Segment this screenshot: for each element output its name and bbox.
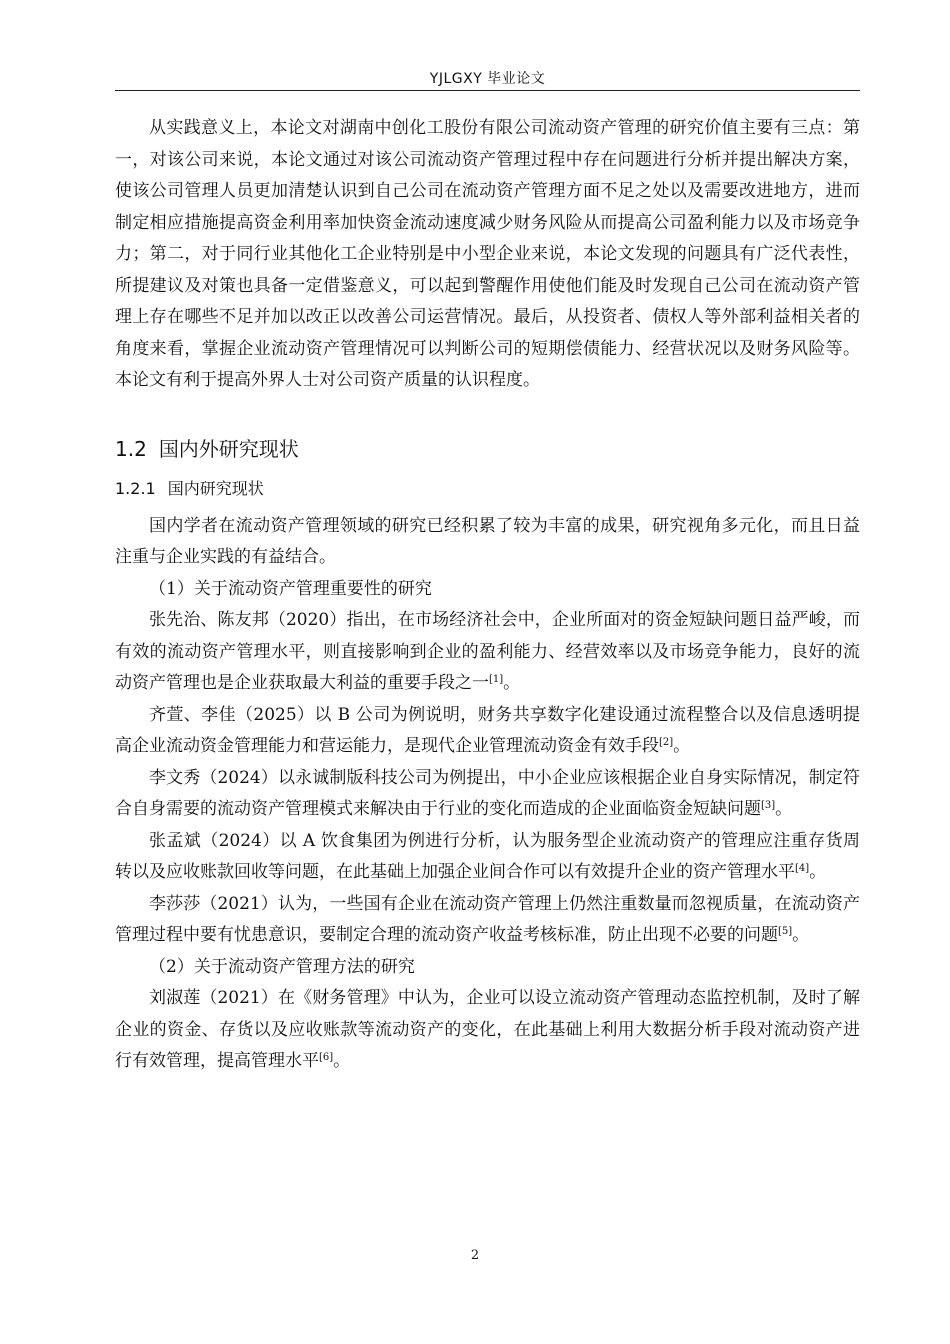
paragraph-ref-6	[115, 983, 860, 1078]
section-title: 国内外研究现状	[158, 436, 299, 461]
ref-end: 。	[775, 799, 793, 819]
topic-heading-methods: （2）关于流动资产管理方法的研究	[149, 956, 415, 977]
ref-text: 张孟斌（2024）以 A 饮食集团为例进行分析，认为服务型企业流动资产的管理应注重存货周转以及应收账款回收等问题，在此基础上加强企业间合作可以有效提升企业的资产管理水平	[115, 830, 860, 882]
citation-marker: [4]	[795, 863, 810, 874]
ref-text: 李文秀（2024）以永诚制版科技公司为例提出，中小企业应该根据企业自身实际情况，制定符合自身需要的流动资产管理模式来解决由于行业的变化而造成的企业面临资金短缺问题	[115, 767, 860, 819]
subsection-number: 1.2.1	[115, 478, 156, 498]
ref-end: 。	[792, 925, 810, 945]
paragraph-ref-3	[115, 763, 860, 826]
paragraph-ref-4	[115, 826, 860, 889]
ref-end: 。	[673, 736, 691, 756]
ref-end: 。	[809, 862, 827, 882]
paragraph-ref-2	[115, 700, 860, 763]
section-heading	[115, 433, 860, 465]
paragraph-overview: 国内学者在流动资产管理领域的研究已经积累了较为丰富的成果，研究视角多元化，而且日益注重与企业实践的有益结合。	[115, 515, 860, 567]
page-body	[115, 113, 860, 1078]
citation-marker: [3]	[761, 800, 776, 811]
ref-text: 张先治、陈友邦（2020）指出，在市场经济社会中，企业所面对的资金短缺问题日益严峻，而有效的流动资产管理水平，则直接影响到企业的盈利能力、经营效率以及市场竞争能力，良好的流动资产管理也是企业获取最大利益的重要手段之一	[115, 610, 860, 693]
topic-heading-importance: （1）关于流动资产管理重要性的研究	[149, 578, 432, 599]
subsection-heading	[115, 473, 860, 505]
citation-marker: [1]	[489, 674, 504, 685]
running-header: YJLGXY 毕业论文	[429, 71, 546, 87]
citation-marker: [6]	[319, 1052, 334, 1063]
header-rule	[115, 90, 860, 91]
section-number: 1.2	[115, 436, 147, 461]
citation-marker: [5]	[778, 926, 793, 937]
subsection-title: 国内研究现状	[167, 478, 264, 498]
page-number: 2	[470, 1248, 480, 1263]
ref-text: 刘淑莲（2021）在《财务管理》中认为，企业可以设立流动资产管理动态监控机制，及时了解企业的资金、存货以及应收账款等流动资产的变化，在此基础上利用大数据分析手段对流动资产进行有效管理，提高管理水平	[115, 988, 860, 1071]
citation-marker: [2]	[659, 737, 674, 748]
paragraph-practical-significance: 从实践意义上，本论文对湖南中创化工股份有限公司流动资产管理的研究价值主要有三点：第一，对该公司来说，本论文通过对该公司流动资产管理过程中存在问题进行分析并提出解决方案，使该公司管理人员更加清楚认识到自己公司在流动资产管理方面不足之处以及需要改进地方，进而制定相应措施提高资金利用率加快资金流动速度减少财务风险从而提高公司盈利能力以及市场竞争力；第二，对于同行业其他化工企业特别是中小型企业来说，本论文发现的问题具有广泛代表性，所提建议及对策也具备一定借鉴意义，可以起到警醒作用使他们能及时发现自己公司在流动资产管理上存在哪些不足并加以改正以改善公司运营情况。最后，从投资者、债权人等外部利益相关者的角度来看，掌握企业流动资产管理情况可以判断公司的短期偿债能力、经营状况以及财务风险等。本论文有利于提高外界人士对公司资产质量的认识程度。	[115, 118, 860, 390]
ref-text: 李莎莎（2021）认为，一些国有企业在流动资产管理上仍然注重数量而忽视质量，在流动资产管理过程中要有忧患意识，要制定合理的流动资产收益考核标准，防止出现不必要的问题	[115, 893, 860, 945]
paragraph-ref-1	[115, 605, 860, 700]
ref-end: 。	[503, 673, 521, 693]
paragraph-ref-5	[115, 889, 860, 952]
ref-text: 齐萱、李佳（2025）以 B 公司为例说明，财务共享数字化建设通过流程整合以及信息透明提高企业流动资金管理能力和营运能力，是现代企业管理流动资金有效手段	[115, 704, 860, 756]
ref-end: 。	[333, 1051, 351, 1071]
